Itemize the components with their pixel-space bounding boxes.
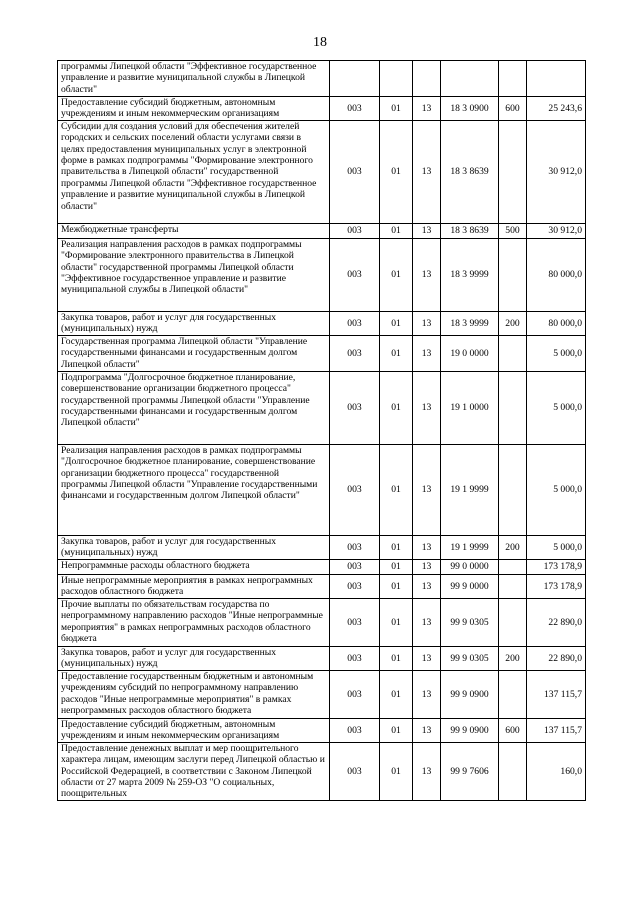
row-rz: 01 (380, 311, 413, 335)
row-ved: 003 (330, 670, 380, 718)
row-name: Прочие выплаты по обязательствам государства по непрограммному направлению расходов "Иные непрограммные мероприятия" в рамках непрограммных расходов областного бюджета (58, 598, 330, 646)
row-name: программы Липецкой области "Эффективное государственное управление и развитие муниципальной службы в Липецкой области" (58, 61, 330, 97)
row-ved: 003 (330, 335, 380, 371)
row-name: Закупка товаров, работ и услуг для государственных (муниципальных) нужд (58, 311, 330, 335)
row-vr (499, 598, 527, 646)
row-vr (499, 371, 527, 444)
row-csr: 18 3 0900 (441, 97, 499, 121)
row-rz: 01 (380, 574, 413, 598)
row-csr: 18 3 8639 (441, 223, 499, 238)
table-row (58, 223, 586, 238)
row-csr: 99 9 0305 (441, 646, 499, 670)
row-sum: 30 912,0 (527, 120, 586, 223)
row-name: Предоставление субсидий бюджетным, автономным учреждениям и иным некоммерческим организациям (58, 97, 330, 121)
row-rz: 01 (380, 238, 413, 311)
row-csr: 18 3 9999 (441, 238, 499, 311)
row-sum: 22 890,0 (527, 598, 586, 646)
row-ved: 003 (330, 535, 380, 559)
row-sum: 173 178,9 (527, 559, 586, 574)
row-rz: 01 (380, 718, 413, 742)
row-ved: 003 (330, 574, 380, 598)
row-rz (380, 61, 413, 97)
row-ved: 003 (330, 238, 380, 311)
row-rz: 01 (380, 742, 413, 800)
row-sum: 80 000,0 (527, 311, 586, 335)
row-rz: 01 (380, 598, 413, 646)
row-sum: 30 912,0 (527, 223, 586, 238)
row-csr: 19 1 0000 (441, 371, 499, 444)
table-row (58, 742, 586, 800)
row-name: Предоставление субсидий бюджетным, автономным учреждениям и иным некоммерческим организациям (58, 718, 330, 742)
row-pr: 13 (413, 598, 441, 646)
row-pr: 13 (413, 311, 441, 335)
row-ved (330, 61, 380, 97)
row-csr: 19 1 9999 (441, 444, 499, 535)
row-csr: 18 3 8639 (441, 120, 499, 223)
row-rz: 01 (380, 535, 413, 559)
page-number: 18 (313, 35, 327, 50)
table-row (58, 61, 586, 97)
row-vr: 600 (499, 718, 527, 742)
row-ved: 003 (330, 120, 380, 223)
row-rz: 01 (380, 646, 413, 670)
row-name: Непрограммные расходы областного бюджета (58, 559, 330, 574)
table-row (58, 574, 586, 598)
row-vr (499, 742, 527, 800)
row-vr: 600 (499, 97, 527, 121)
budget-table-body (58, 61, 586, 801)
table-row (58, 670, 586, 718)
row-name: Предоставление денежных выплат и мер поощрительного характера лицам, имеющим заслуги перед Липецкой областью и Российской Федерацией, в соответствии с Законом Липецкой области от 27 марта 2009 № 259-ОЗ "О социальных, поощрительных (58, 742, 330, 800)
row-csr: 99 9 0305 (441, 598, 499, 646)
table-row (58, 444, 586, 535)
table-row (58, 238, 586, 311)
row-ved: 003 (330, 718, 380, 742)
row-csr: 19 0 0000 (441, 335, 499, 371)
row-vr: 200 (499, 535, 527, 559)
row-sum: 173 178,9 (527, 574, 586, 598)
row-name: Предоставление государственным бюджетным и автономным учреждениям субсидий по непрограммному направлению расходов "Иные непрограммные мероприятия" в рамках непрограммных расходов областного бюджета (58, 670, 330, 718)
table-row (58, 371, 586, 444)
table-row (58, 97, 586, 121)
row-name: Иные непрограммные мероприятия в рамках непрограммных расходов областного бюджета (58, 574, 330, 598)
row-csr: 99 9 0000 (441, 574, 499, 598)
row-pr: 13 (413, 742, 441, 800)
row-vr (499, 120, 527, 223)
row-vr: 500 (499, 223, 527, 238)
row-sum: 5 000,0 (527, 444, 586, 535)
row-sum (527, 61, 586, 97)
row-name: Подпрограмма "Долгосрочное бюджетное планирование, совершенствование организации бюджетного процесса" государственной программы Липецкой области "Управление государственными финансами и государственным долгом Липецкой области" (58, 371, 330, 444)
row-name: Государственная программа Липецкой области "Управление государственными финансами и государственным долгом Липецкой области" (58, 335, 330, 371)
row-pr: 13 (413, 371, 441, 444)
row-ved: 003 (330, 559, 380, 574)
row-vr (499, 559, 527, 574)
row-sum: 5 000,0 (527, 371, 586, 444)
row-pr: 13 (413, 223, 441, 238)
row-pr (413, 61, 441, 97)
row-sum: 137 115,7 (527, 718, 586, 742)
row-sum: 5 000,0 (527, 535, 586, 559)
row-name: Субсидии для создания условий для обеспечения жителей городских и сельских поселений области услугами связи в целях предоставления муниципальных услуг в электронной форме в рамках подпрограммы "Формирование электронного правительства в Липецкой области" государственной программы Липецкой области "Эффективное государственное управление и развитие муниципальной службы в Липецкой области" (58, 120, 330, 223)
row-pr: 13 (413, 718, 441, 742)
row-sum: 160,0 (527, 742, 586, 800)
row-ved: 003 (330, 646, 380, 670)
row-csr (441, 61, 499, 97)
row-rz: 01 (380, 670, 413, 718)
row-sum: 80 000,0 (527, 238, 586, 311)
row-name: Закупка товаров, работ и услуг для государственных (муниципальных) нужд (58, 535, 330, 559)
row-pr: 13 (413, 535, 441, 559)
row-pr: 13 (413, 97, 441, 121)
table-row (58, 535, 586, 559)
row-rz: 01 (380, 120, 413, 223)
row-csr: 99 9 0900 (441, 670, 499, 718)
row-ved: 003 (330, 223, 380, 238)
row-csr: 19 1 9999 (441, 535, 499, 559)
row-pr: 13 (413, 559, 441, 574)
row-csr: 99 0 0000 (441, 559, 499, 574)
row-vr (499, 238, 527, 311)
row-vr: 200 (499, 311, 527, 335)
row-rz: 01 (380, 559, 413, 574)
row-sum: 5 000,0 (527, 335, 586, 371)
row-rz: 01 (380, 335, 413, 371)
row-pr: 13 (413, 574, 441, 598)
row-vr (499, 574, 527, 598)
row-name: Реализация направления расходов в рамках подпрограммы "Формирование электронного правительства в Липецкой области" государственной программы Липецкой области "Эффективное государственное управление и развитие муниципальной службы в Липецкой области" (58, 238, 330, 311)
row-rz: 01 (380, 97, 413, 121)
table-row (58, 718, 586, 742)
row-name: Межбюджетные трансферты (58, 223, 330, 238)
row-ved: 003 (330, 371, 380, 444)
row-vr (499, 335, 527, 371)
row-rz: 01 (380, 444, 413, 535)
row-csr: 99 9 0900 (441, 718, 499, 742)
table-row (58, 559, 586, 574)
row-rz: 01 (380, 223, 413, 238)
table-row (58, 335, 586, 371)
row-sum: 22 890,0 (527, 646, 586, 670)
row-pr: 13 (413, 335, 441, 371)
row-vr (499, 61, 527, 97)
row-csr: 99 9 7606 (441, 742, 499, 800)
row-pr: 13 (413, 238, 441, 311)
row-sum: 25 243,6 (527, 97, 586, 121)
row-ved: 003 (330, 598, 380, 646)
table-row (58, 646, 586, 670)
table-row (58, 311, 586, 335)
row-csr: 18 3 9999 (441, 311, 499, 335)
table-row (58, 120, 586, 223)
row-name: Закупка товаров, работ и услуг для государственных (муниципальных) нужд (58, 646, 330, 670)
row-ved: 003 (330, 444, 380, 535)
row-ved: 003 (330, 97, 380, 121)
row-ved: 003 (330, 742, 380, 800)
row-pr: 13 (413, 670, 441, 718)
table-row (58, 598, 586, 646)
row-vr: 200 (499, 646, 527, 670)
budget-table (57, 60, 586, 801)
row-pr: 13 (413, 120, 441, 223)
row-pr: 13 (413, 444, 441, 535)
row-vr (499, 670, 527, 718)
row-rz: 01 (380, 371, 413, 444)
row-name: Реализация направления расходов в рамках подпрограммы "Долгосрочное бюджетное планирование, совершенствование организации бюджетного процесса" государственной программы Липецкой области "Управление государственными финансами и государственным долгом Липецкой области" (58, 444, 330, 535)
row-vr (499, 444, 527, 535)
row-ved: 003 (330, 311, 380, 335)
row-sum: 137 115,7 (527, 670, 586, 718)
row-pr: 13 (413, 646, 441, 670)
